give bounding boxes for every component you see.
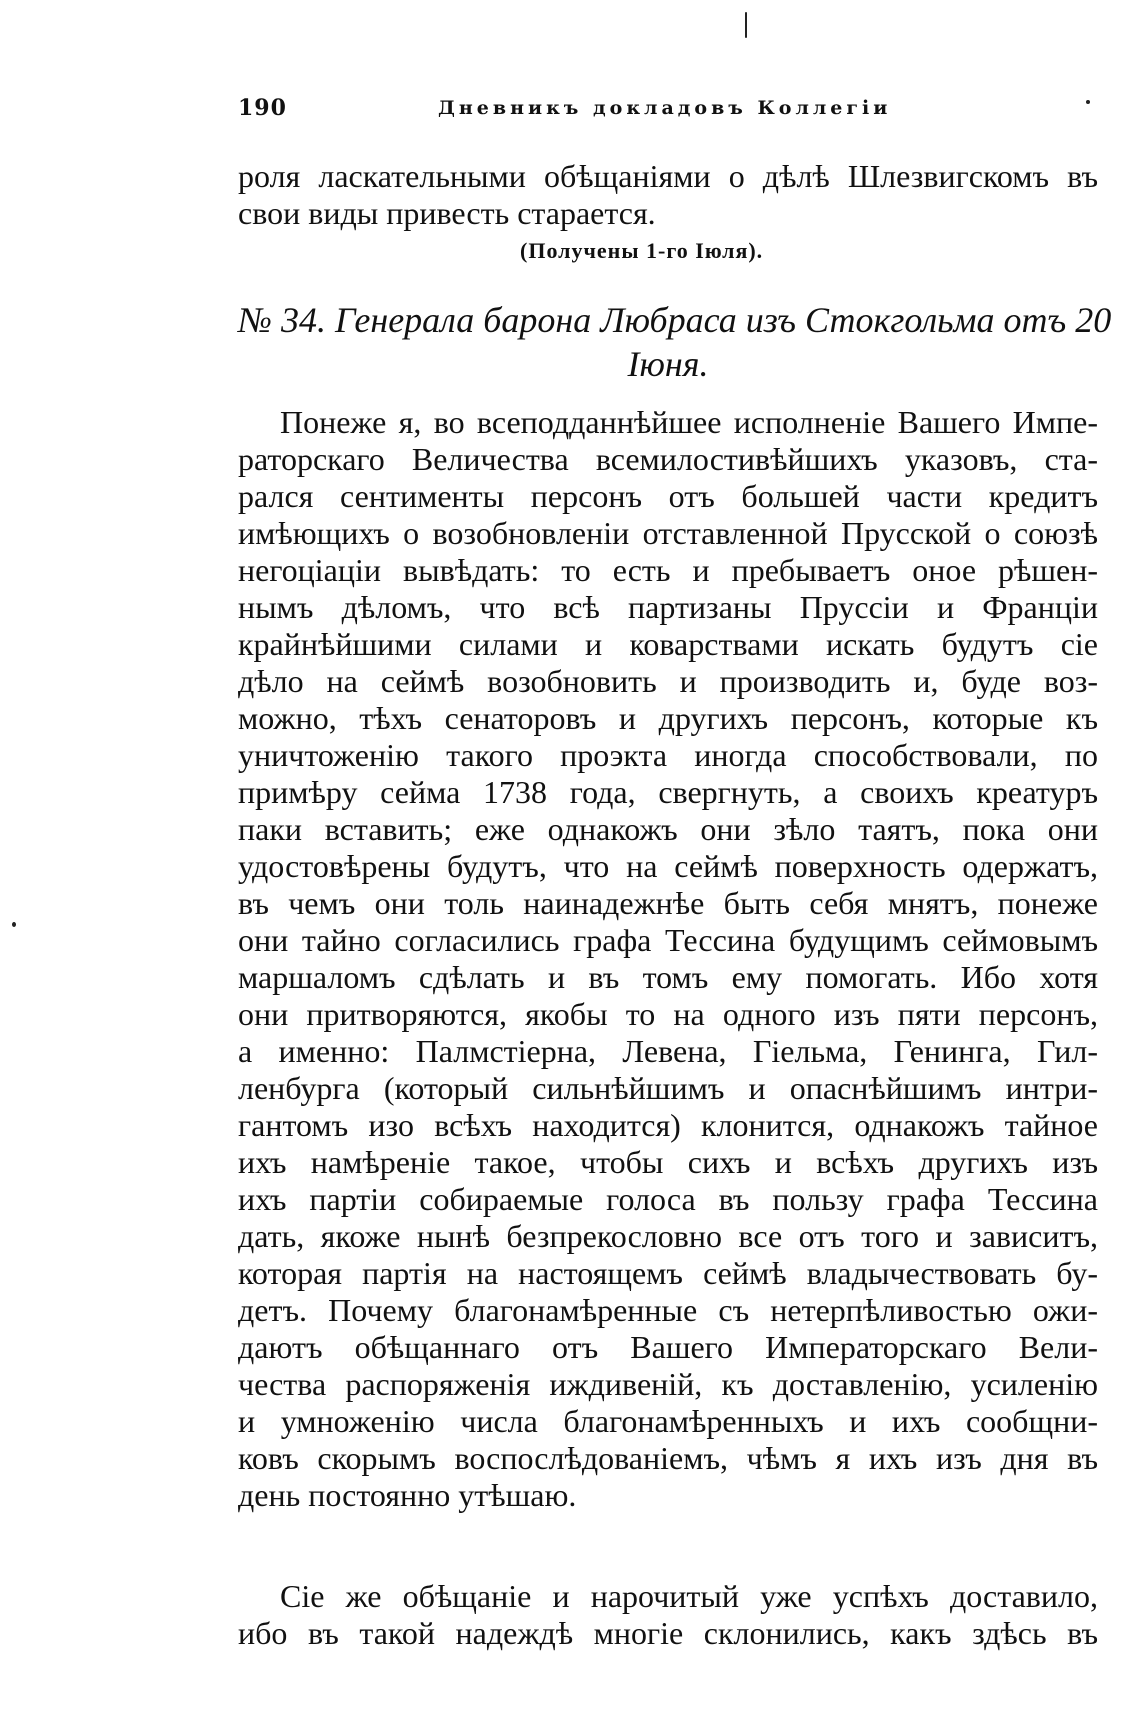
text-line: и умноженію числа благонамѣренныхъ и ихъ сообщни- xyxy=(238,1403,1098,1439)
text-line: чества распоряженія иждивеній, къ доставленію, усиленію xyxy=(238,1366,1098,1402)
received-note: (Получены 1-го Іюля). xyxy=(520,238,764,263)
text-line: они притворяются, якобы то на одного изъ пяти персонъ, xyxy=(238,996,1098,1032)
text-line: имѣющихъ о возобновленіи отставленной Прусской о союзѣ xyxy=(238,515,1098,551)
text-line: дать, якоже нынѣ безпрекословно все отъ того и зависитъ, xyxy=(238,1218,1098,1254)
text-line: Понеже я, во всеподданнѣйшее исполненіе Вашего Импе- xyxy=(280,404,1098,440)
text-line: роля ласкательными обѣщаніями о дѣлѣ Шлезвигскомъ въ xyxy=(238,158,1098,194)
text-line: даютъ обѣщаннаго отъ Вашего Императорскаго Вели- xyxy=(238,1329,1098,1365)
text-line: Сіе же обѣщаніе и нарочитый уже успѣхъ доставило, xyxy=(280,1578,1098,1614)
scan-speck xyxy=(1086,100,1090,104)
text-line: гантомъ изо всѣхъ находится) клонится, однакожъ тайное xyxy=(238,1107,1098,1143)
scan-speck xyxy=(745,12,747,38)
text-line: въ чемъ они толь наинадежнѣе быть себя мнятъ, понеже xyxy=(238,885,1098,921)
text-line: нымъ дѣломъ, что всѣ партизаны Пруссіи и Франціи xyxy=(238,589,1098,625)
running-title: Дневникъ докладовъ Коллегіи xyxy=(438,97,892,119)
text-line: примѣру сейма 1738 года, свергнуть, а своихъ креатуръ xyxy=(238,774,1098,810)
text-line: раторскаго Величества всемилостивѣйшихъ указовъ, ста- xyxy=(238,441,1098,477)
text-line: паки вставить; еже однакожъ они зѣло таятъ, пока они xyxy=(238,811,1098,847)
text-line: ленбурга (который сильнѣйшимъ и опаснѣйшимъ интри- xyxy=(238,1070,1098,1106)
text-line: ибо въ такой надеждѣ многіе склонились, какъ здѣсь въ xyxy=(238,1615,1098,1651)
text-line: детъ. Почему благонамѣренные съ нетерпѣливостью ожи- xyxy=(238,1292,1098,1328)
running-header xyxy=(238,95,1118,129)
text-line: крайнѣйшими силами и коварствами искать будутъ сіе xyxy=(238,626,1098,662)
heading-line: № 34. Генерала барона Любраса изъ Стокгольма отъ 20 xyxy=(238,300,1112,340)
text-line: маршаломъ сдѣлать и въ томъ ему помогать. Ибо хотя xyxy=(238,959,1098,995)
text-line: уничтоженію такого проэкта иногда способствовали, по xyxy=(238,737,1098,773)
text-line: можно, тѣхъ сенаторовъ и другихъ персонъ, которые къ xyxy=(238,700,1098,736)
text-line: а именно: Палмстіерна, Левена, Гіельма, Генинга, Гил- xyxy=(238,1033,1098,1069)
paragraph-2 xyxy=(238,1578,1098,1652)
text-line: которая партія на настоящемъ сеймѣ владычествовать бу- xyxy=(238,1255,1098,1291)
text-line: удостовѣрены будутъ, что на сеймѣ поверхность одержатъ, xyxy=(238,848,1098,884)
document-heading xyxy=(238,298,1112,386)
paragraph-1 xyxy=(238,404,1098,1514)
continuation-text xyxy=(238,158,1098,232)
text-line: свои виды привесть старается. xyxy=(238,195,656,231)
text-line: ихъ намѣреніе такое, чтобы сихъ и всѣхъ другихъ изъ xyxy=(238,1144,1098,1180)
text-line: день постоянно утѣшаю. xyxy=(238,1477,577,1513)
text-line: негоціаціи вывѣдать: то есть и пребываетъ оное рѣшен- xyxy=(238,552,1098,588)
text-line: ихъ партіи собираемые голоса въ пользу графа Тессина xyxy=(238,1181,1098,1217)
page-number: 190 xyxy=(238,95,287,121)
text-line: дѣло на сеймѣ возобновить и производить и, буде воз- xyxy=(238,663,1098,699)
heading-line: Іюня. xyxy=(627,344,709,384)
scan-speck xyxy=(12,922,16,927)
text-line: ковъ скорымъ воспослѣдованіемъ, чѣмъ я ихъ изъ дня въ xyxy=(238,1440,1098,1476)
text-line: рался сентименты персонъ отъ большей части кредитъ xyxy=(238,478,1098,514)
text-line: они тайно согласились графа Тессина будущимъ сеймовымъ xyxy=(238,922,1098,958)
